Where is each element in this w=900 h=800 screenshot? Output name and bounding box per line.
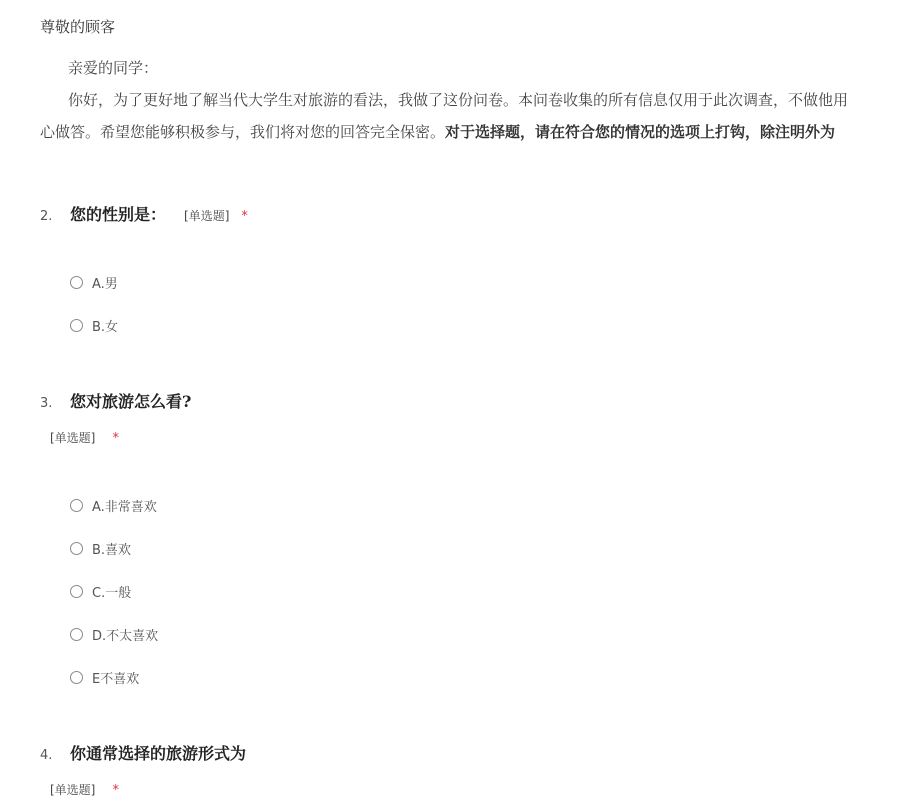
option-label: A.男	[92, 276, 118, 292]
question-2-header	[40, 202, 900, 225]
radio-button[interactable]	[70, 671, 83, 684]
question-type-row	[50, 779, 119, 798]
required-mark: *	[112, 431, 119, 446]
radio-button[interactable]	[70, 585, 83, 598]
radio-button[interactable]	[70, 276, 83, 289]
survey-greeting: 尊敬的顾客	[40, 18, 116, 36]
question-type-label: [单选题]	[50, 431, 96, 445]
question-3-header	[40, 389, 900, 412]
required-mark: *	[241, 209, 248, 224]
option-female[interactable]	[70, 315, 118, 335]
radio-button[interactable]	[70, 628, 83, 641]
question-3	[40, 389, 900, 687]
question-number: 3.	[40, 396, 53, 411]
option-label: B.女	[92, 319, 119, 335]
radio-button[interactable]	[70, 319, 83, 332]
intro-paragraph-line2	[40, 116, 900, 148]
option-label: C.一般	[92, 585, 132, 601]
option-very-like[interactable]	[70, 495, 157, 515]
question-number: 4.	[40, 748, 53, 763]
option-dislike[interactable]	[70, 667, 139, 687]
question-type-row	[50, 427, 119, 446]
option-like[interactable]	[70, 538, 131, 558]
question-title: 您的性别是：	[70, 205, 167, 224]
option-label: B.喜欢	[92, 542, 132, 558]
question-title: 您对旅游怎么看?	[70, 392, 192, 411]
question-type-label: [单选题]	[184, 209, 230, 223]
option-label: A.非常喜欢	[92, 499, 157, 515]
question-type-label: [单选题]	[50, 783, 96, 797]
intro-instructions-bold: 对于选择题，请在符合您的情况的选项上打钩，除注明外为	[445, 123, 836, 141]
radio-button[interactable]	[70, 499, 83, 512]
required-mark: *	[112, 783, 119, 798]
question-2	[40, 202, 900, 335]
question-4	[40, 741, 900, 798]
option-label: D.不太喜欢	[92, 628, 159, 644]
option-male[interactable]	[70, 272, 118, 292]
option-label: E不喜欢	[92, 671, 140, 687]
intro-paragraph-line2-text: 心做答。希望您能够积极参与，我们将对您的回答完全保密。	[40, 123, 446, 141]
question-title: 你通常选择的旅游形式为	[70, 744, 247, 763]
option-dislike-somewhat[interactable]	[70, 624, 158, 644]
intro-paragraph-line1: 你好，为了更好地了解当代大学生对旅游的看法，我做了这份问卷。本问卷收集的所有信息仅用于此次调查，不做他用	[68, 91, 849, 109]
question-number: 2.	[40, 209, 53, 224]
question-4-header	[40, 741, 900, 764]
option-neutral[interactable]	[70, 581, 131, 601]
survey-intro	[40, 52, 900, 148]
radio-button[interactable]	[70, 542, 83, 555]
intro-salutation: 亲爱的同学：	[68, 59, 159, 77]
